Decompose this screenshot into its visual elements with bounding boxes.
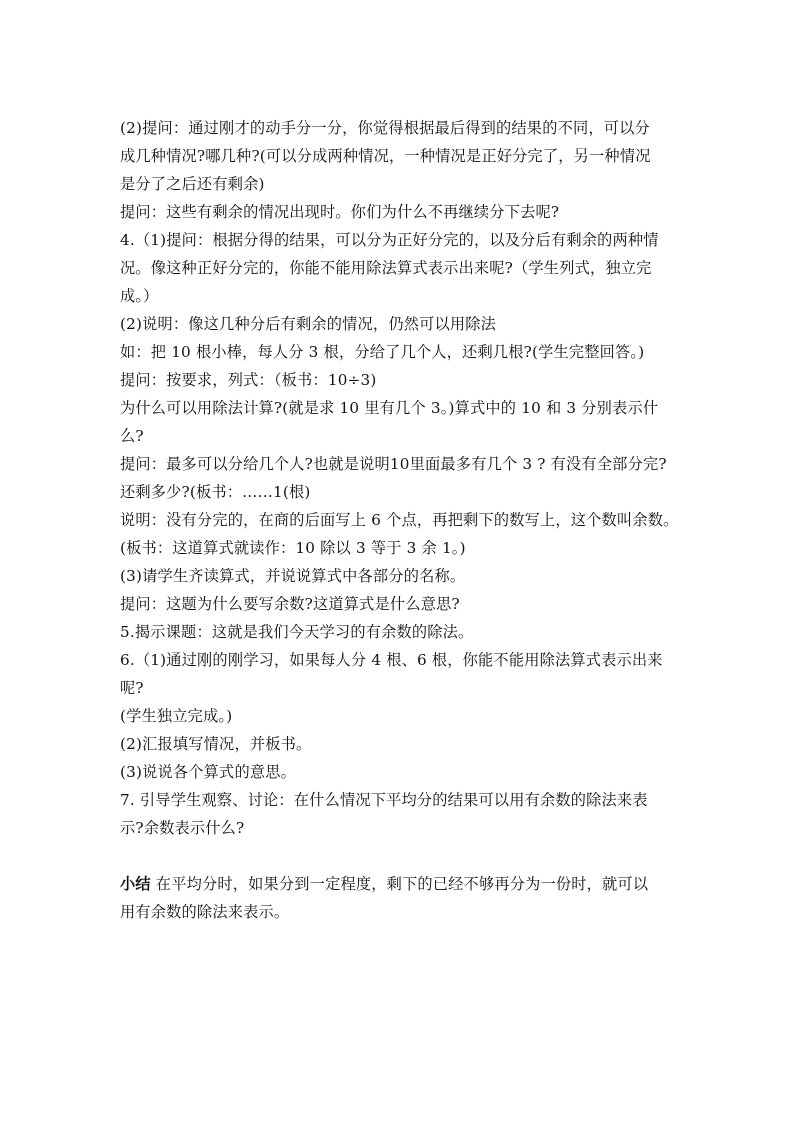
- text-line: 况。像这种正好分完的，你能不能用除法算式表示出来呢?（学生列式，独立完: [120, 259, 652, 277]
- summary-line: [120, 870, 680, 898]
- document-page: [120, 114, 680, 926]
- text-line: (2)汇报填写情况，并板书。: [120, 735, 312, 753]
- text-line: 提问：这题为什么要写余数?这道算式是什么意思?: [120, 595, 460, 613]
- text-line: 4.（1)提问：根据分得的结果，可以分为正好分完的，以及分后有剩余的两种情: [120, 231, 659, 249]
- text-line: (板书：这道算式就读作：10 除以 3 等于 3 余 1。): [120, 539, 466, 557]
- text-line: 呢?: [120, 679, 144, 697]
- text-line: 成。）: [120, 287, 159, 305]
- text-line: (2)说明：像这几种分后有剩余的情况，仍然可以用除法: [120, 315, 497, 333]
- text-line: 如：把 10 根小棒，每人分 3 根，分给了几个人，还剩几根?(学生完整回答。): [120, 343, 645, 361]
- text-line: 还剩多少?(板书：……1(根): [120, 483, 311, 501]
- text-line: 5.揭示课题：这就是我们今天学习的有余数的除法。: [120, 623, 474, 641]
- text-line: 示?余数表示什么?: [120, 819, 245, 837]
- text-line: 提问：最多可以分给几个人?也就是说明10里面最多有几个 3 ? 有没有全部分完?: [120, 455, 667, 473]
- text-line: 提问：按要求，列式：（板书：10÷3): [120, 371, 377, 389]
- text-line: 为什么可以用除法计算?(就是求 10 里有几个 3。)算式中的 10 和 3 分别表示什: [120, 399, 659, 417]
- text-line: (3)请学生齐读算式，并说说算式中各部分的名称。: [120, 567, 466, 585]
- blank-line: [120, 842, 680, 870]
- text-line: 说明：没有分完的，在商的后面写上 6 个点，再把剩下的数写上，这个数叫余数。: [120, 511, 679, 529]
- text-line: 是分了之后还有剩余): [120, 175, 265, 193]
- summary-label: 小结: [120, 875, 151, 893]
- text-line: 7. 引导学生观察、讨论：在什么情况下平均分的结果可以用有余数的除法来表: [120, 791, 648, 809]
- summary-text: 在平均分时，如果分到一定程度，剩下的已经不够再分为一份时，就可以: [150, 875, 649, 893]
- text-line: 6.（1)通过刚的刚学习，如果每人分 4 根、6 根，你能不能用除法算式表示出来: [120, 651, 663, 669]
- text-line: 提问：这些有剩余的情况出现时。你们为什么不再继续分下去呢?: [120, 203, 560, 221]
- text-line: (3)说说各个算式的意思。: [120, 763, 296, 781]
- text-line: 么?: [120, 427, 144, 445]
- text-line: (学生独立完成。): [120, 707, 233, 725]
- text-line: (2)提问：通过刚才的动手分一分，你觉得根据最后得到的结果的不同，可以分: [120, 119, 650, 137]
- text-line: 成几种情况?哪几种?(可以分成两种情况，一种情况是正好分完了，另一种情况: [120, 147, 651, 165]
- summary-line: 用有余数的除法来表示。: [120, 903, 290, 921]
